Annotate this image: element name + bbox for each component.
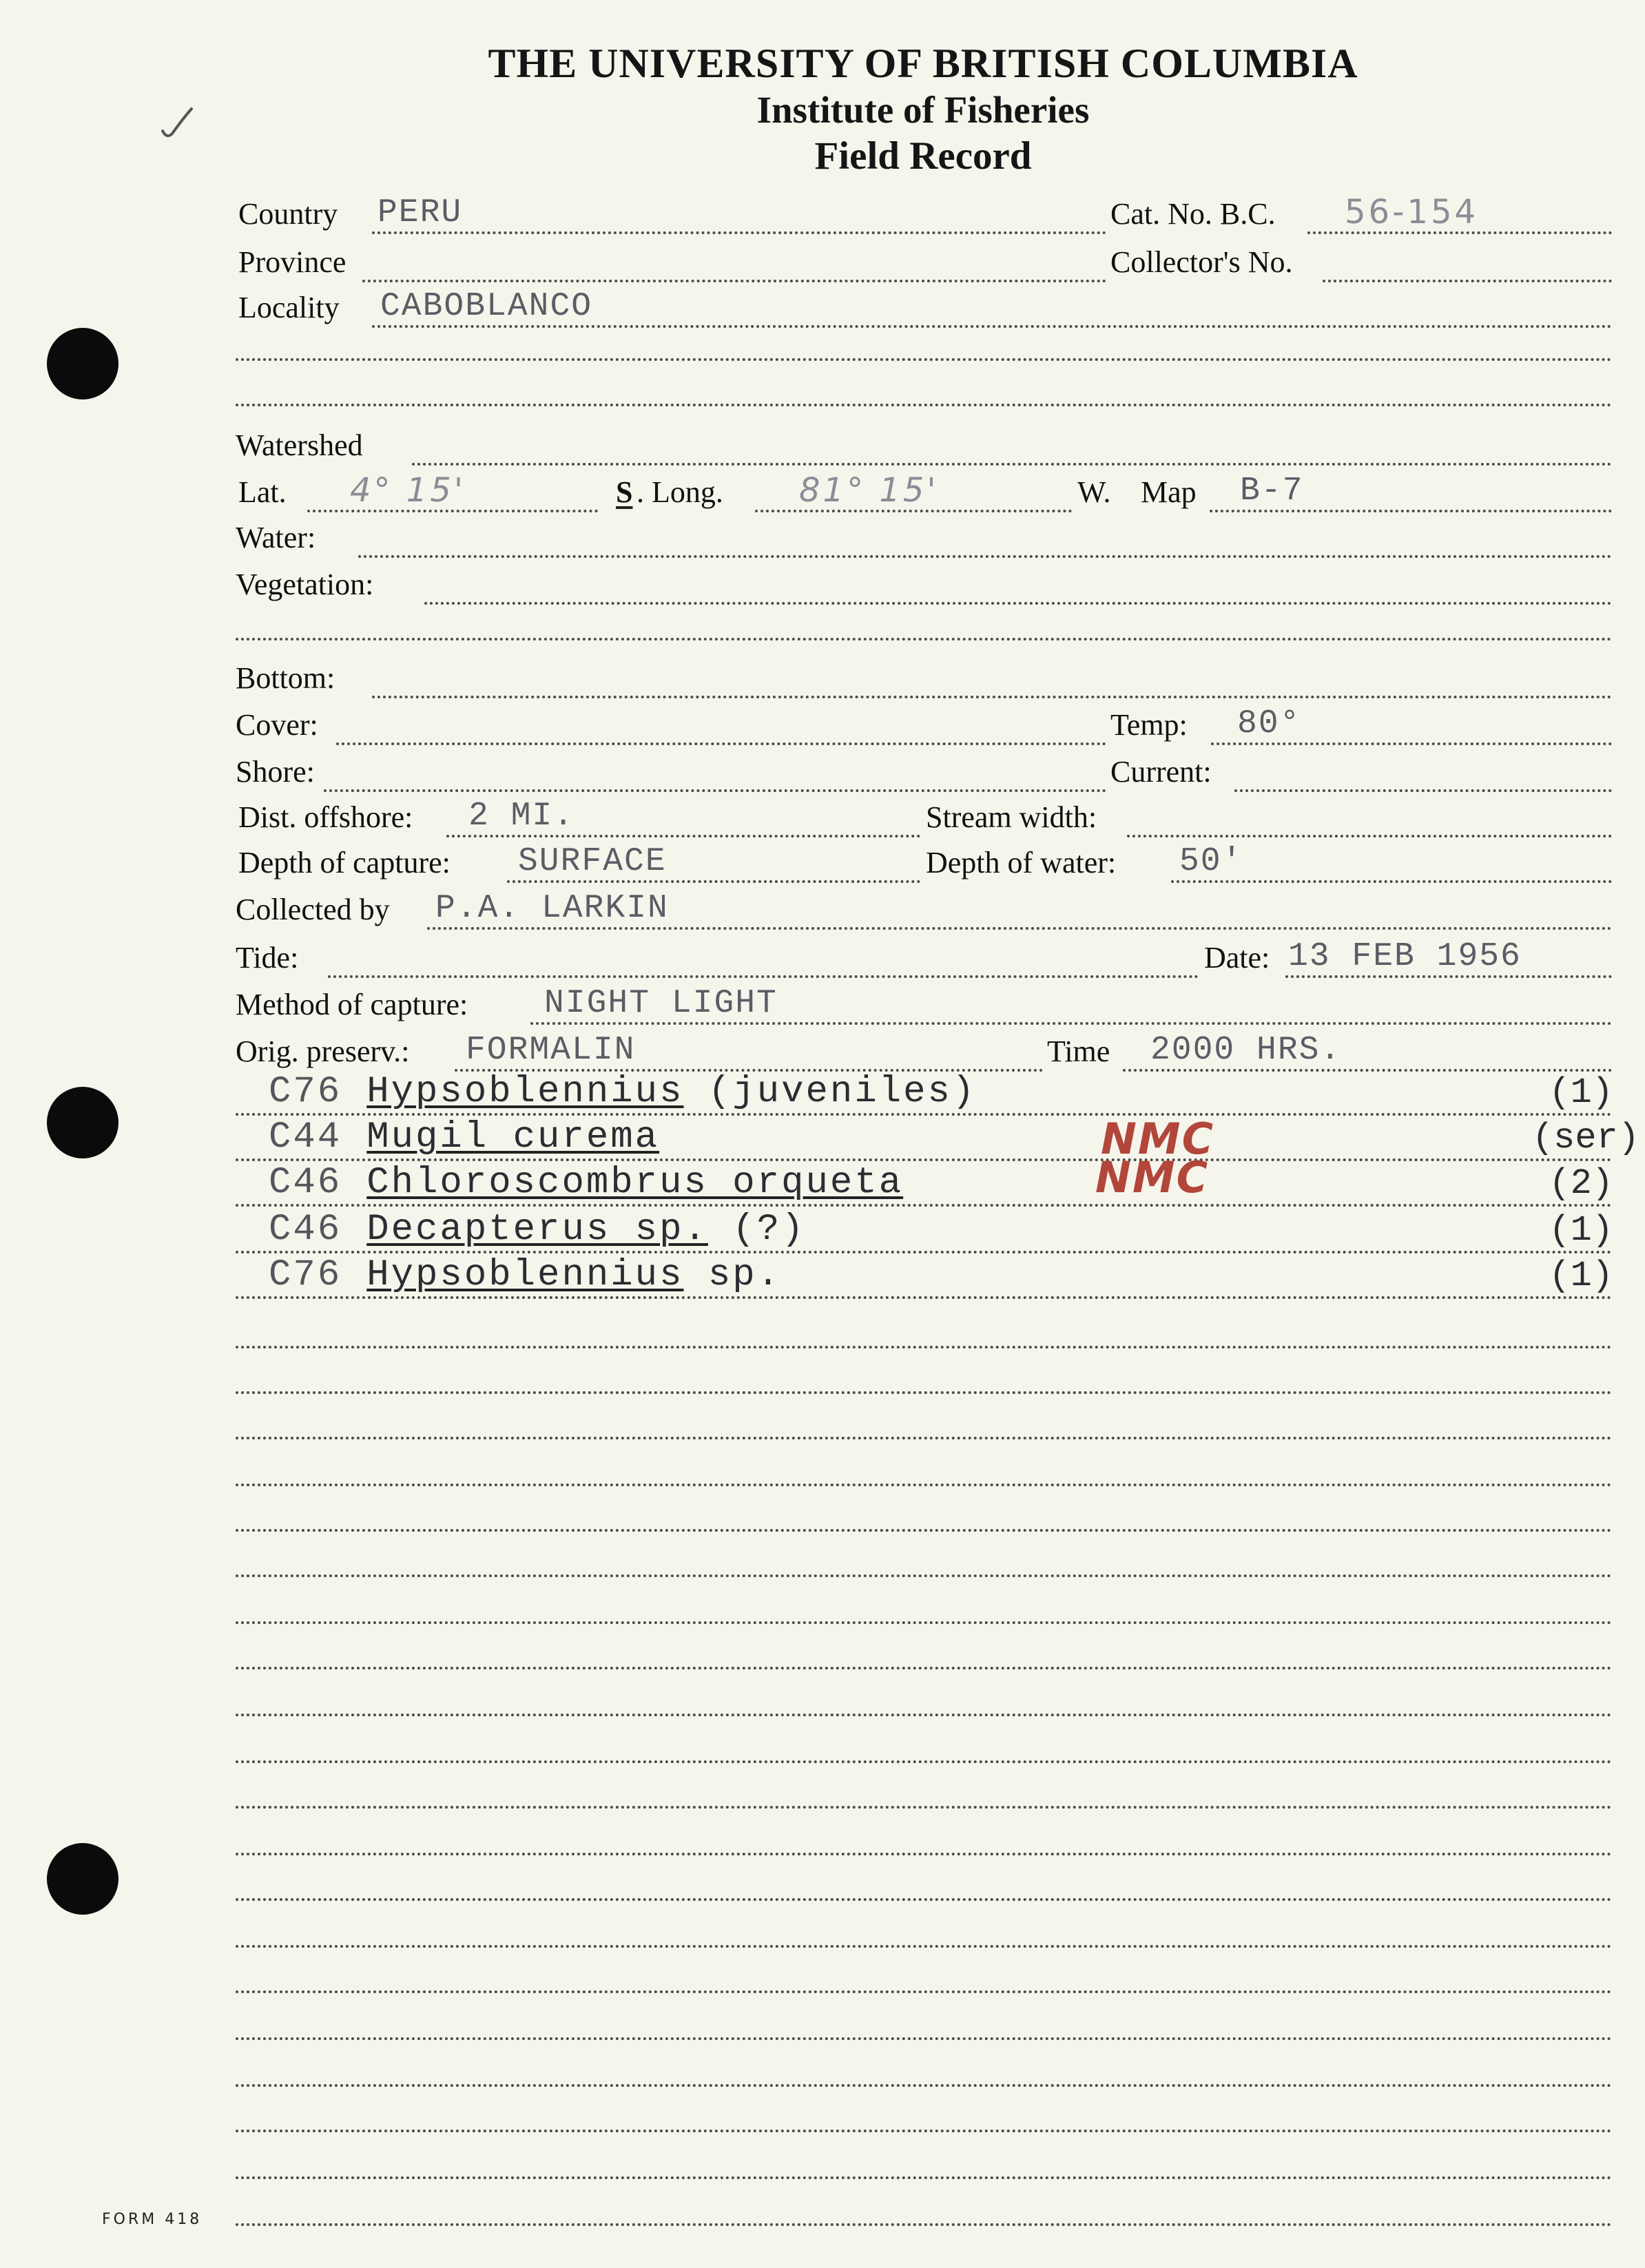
- blank-line: [236, 1898, 1612, 1901]
- locality-label: Locality: [238, 291, 340, 324]
- bottom-row: [0, 654, 1645, 703]
- collected-by-row: [0, 886, 1645, 934]
- lat-direction: S: [616, 475, 633, 509]
- species-code: C46: [269, 1209, 342, 1251]
- collector-no-label: Collector's No.: [1110, 245, 1293, 279]
- species-code: C46: [269, 1162, 342, 1204]
- vegetation-label: Vegetation:: [236, 568, 374, 601]
- depth-capture-label: Depth of capture:: [238, 846, 451, 880]
- species-row: [0, 1152, 1645, 1211]
- shore-label: Shore:: [236, 755, 315, 789]
- province-row: [0, 238, 1645, 287]
- temp-value: 80°: [1237, 705, 1301, 742]
- date-value: 13 FEB 1956: [1288, 938, 1522, 975]
- vegetation-line-2: [236, 638, 1612, 641]
- locality-line-2: [236, 358, 1612, 361]
- blank-line: [236, 2130, 1612, 2132]
- species-name: Hypsoblennius: [366, 1254, 684, 1296]
- check-mark: [157, 103, 198, 145]
- blank-line: [236, 2176, 1612, 2179]
- preserv-label: Orig. preserv.:: [236, 1034, 410, 1068]
- species-code: C44: [269, 1116, 342, 1158]
- time-value: 2000 HRS.: [1150, 1032, 1342, 1069]
- depth-water-label: Depth of water:: [926, 846, 1117, 880]
- species-row: [0, 1255, 1645, 1303]
- stream-width-label: Stream width:: [926, 800, 1097, 834]
- cat-no-value: 56-154: [1345, 193, 1479, 231]
- cover-row: [0, 701, 1645, 749]
- species-name: Chloroscombrus orqueta: [366, 1162, 904, 1204]
- current-label: Current:: [1110, 755, 1212, 789]
- depth-capture-value: SURFACE: [518, 843, 667, 880]
- record-title: Field Record: [814, 134, 1032, 178]
- method-value: NIGHT LIGHT: [544, 985, 778, 1022]
- blank-line: [236, 2037, 1612, 2040]
- bottom-label: Bottom:: [236, 661, 335, 695]
- punch-hole-bottom: [47, 1843, 118, 1915]
- collected-by-label: Collected by: [236, 893, 390, 926]
- species-code: C76: [269, 1071, 342, 1113]
- species-name: Decapterus sp.: [366, 1209, 708, 1251]
- nmc-handwritten-mark: NMC: [1101, 1114, 1215, 1164]
- blank-line: [236, 1760, 1612, 1763]
- watershed-row: [0, 422, 1645, 470]
- locality-value: CABOBLANCO: [380, 288, 593, 325]
- method-row: [0, 981, 1645, 1029]
- dist-offshore-row: [0, 793, 1645, 842]
- species-count: (2): [1549, 1163, 1613, 1204]
- locality-row: [0, 284, 1645, 332]
- species-note: (?): [707, 1209, 806, 1251]
- blank-line: [236, 1945, 1612, 1948]
- shore-row: [0, 748, 1645, 796]
- species-count: (1): [1549, 1210, 1613, 1251]
- temp-label: Temp:: [1110, 708, 1188, 742]
- dist-offshore-label: Dist. offshore:: [238, 800, 413, 834]
- blank-line: [236, 1853, 1612, 1855]
- preserv-value: FORMALIN: [466, 1032, 636, 1069]
- method-label: Method of capture:: [236, 988, 468, 1021]
- blank-line: [236, 1714, 1612, 1716]
- preserv-time-row: [0, 1028, 1645, 1076]
- species-count: (ser): [1531, 1118, 1639, 1158]
- blank-line: [236, 1484, 1612, 1486]
- blank-line: [236, 1437, 1612, 1439]
- blank-line: [236, 1621, 1612, 1624]
- species-count: (1): [1549, 1072, 1613, 1113]
- tide-date-row: [0, 934, 1645, 982]
- species-row: [0, 1072, 1645, 1120]
- cat-no-label: Cat. No. B.C.: [1110, 197, 1276, 231]
- form-number: FORM 418: [102, 2211, 203, 2228]
- vegetation-row: [0, 561, 1645, 609]
- depth-row: [0, 839, 1645, 887]
- locality-line-3: [236, 404, 1612, 406]
- map-label: Map: [1141, 475, 1197, 509]
- blank-line: [236, 1391, 1612, 1394]
- water-label: Water:: [236, 521, 316, 554]
- lat-label: Lat.: [238, 475, 287, 509]
- west-label: W.: [1077, 475, 1111, 509]
- university-title: THE UNIVERSITY OF BRITISH COLUMBIA: [488, 41, 1358, 86]
- lat-value: 4° 15': [350, 471, 466, 510]
- blank-line: [236, 1574, 1612, 1577]
- blank-line: [236, 1806, 1612, 1809]
- map-value: B-7: [1240, 472, 1304, 510]
- blank-line: [236, 1990, 1612, 1993]
- species-name: Mugil curema: [366, 1116, 660, 1158]
- blank-line: [236, 2223, 1612, 2226]
- institute-subtitle: Institute of Fisheries: [756, 89, 1090, 131]
- water-row: [0, 514, 1645, 562]
- depth-water-value: 50': [1179, 843, 1243, 880]
- species-row: [0, 1114, 1645, 1165]
- punch-hole-top: [47, 328, 118, 399]
- species-name: Hypsoblennius: [366, 1071, 684, 1113]
- blank-line: [236, 2084, 1612, 2087]
- species-row: [0, 1209, 1645, 1258]
- nmc-handwritten-mark: NMC: [1095, 1152, 1210, 1203]
- lat-long-row: [0, 468, 1645, 517]
- tide-label: Tide:: [236, 941, 299, 975]
- species-note: (juveniles): [683, 1071, 977, 1113]
- watershed-label: Watershed: [236, 428, 363, 462]
- blank-line: [236, 1667, 1612, 1669]
- date-label: Date:: [1204, 941, 1270, 975]
- long-value: 81° 15': [799, 471, 939, 510]
- country-value: PERU: [377, 194, 463, 231]
- species-count: (1): [1549, 1256, 1613, 1296]
- country-row: [0, 190, 1645, 238]
- cover-label: Cover:: [236, 708, 318, 742]
- long-label: . Long.: [637, 475, 723, 509]
- country-label: Country: [238, 197, 338, 231]
- time-label: Time: [1047, 1034, 1110, 1068]
- species-note: sp.: [683, 1254, 782, 1296]
- province-label: Province: [238, 245, 346, 279]
- collected-by-value: P.A. LARKIN: [435, 890, 669, 927]
- dist-offshore-value: 2 MI.: [468, 798, 575, 835]
- blank-line: [236, 1529, 1612, 1532]
- species-code: C76: [269, 1254, 342, 1296]
- blank-line: [236, 1346, 1612, 1349]
